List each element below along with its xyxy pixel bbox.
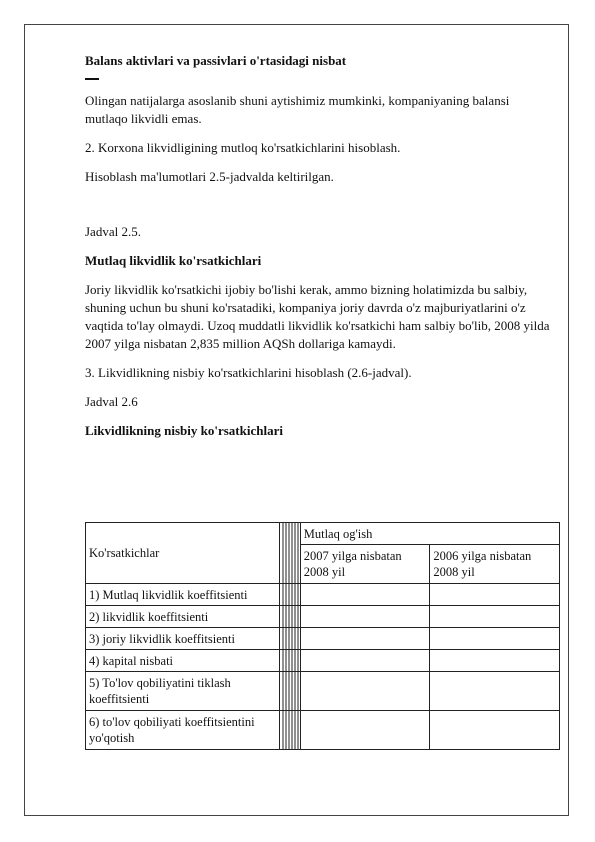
table-row — [86, 650, 560, 672]
cell-2008-vs-2006 — [430, 672, 560, 711]
cell-2008-vs-2007 — [300, 672, 430, 711]
heading-balance-ratio: Balans aktivlari va passivlari o'rtasidagi nisbat — [85, 53, 347, 68]
table-row — [86, 606, 560, 628]
cell-2008-vs-2006 — [430, 711, 560, 750]
cell-2008-vs-2007 — [300, 584, 430, 606]
row-label: 2) likvidlik koeffitsienti — [86, 606, 280, 628]
paragraph-step-2: 2. Korxona likvidligining mutloq ko'rsatkichlarini hisoblash. — [85, 140, 401, 155]
row-label: 4) kapital nisbati — [86, 650, 280, 672]
table-2-5-caption: Jadval 2.5. — [85, 224, 141, 239]
row-label: 5) To'lov qobiliyatini tiklash koeffitsienti — [86, 672, 280, 711]
table-header-row — [86, 523, 560, 545]
cell-2008-vs-2006 — [430, 584, 560, 606]
header-indicators: Ko'rsatkichlar — [86, 523, 280, 584]
cell-2008-vs-2007 — [300, 650, 430, 672]
table-2-6-caption: Jadval 2.6 — [85, 394, 138, 409]
relative-liquidity-table — [85, 522, 560, 750]
table-row — [86, 672, 560, 711]
document-body — [85, 52, 551, 440]
cell-2008-vs-2006 — [430, 628, 560, 650]
cell-2008-vs-2007 — [300, 606, 430, 628]
table-row — [86, 584, 560, 606]
row-label: 3) joriy likvidlik koeffitsienti — [86, 628, 280, 650]
table-2-5-title: Mutlaq likvidlik ko'rsatkichlari — [85, 253, 262, 268]
row-label: 6) to'lov qobiliyati koeffitsientini yo'qotish — [86, 711, 280, 750]
header-absolute-deviation: Mutlaq og'ish — [300, 523, 559, 545]
cell-2008-vs-2006 — [430, 650, 560, 672]
cell-2008-vs-2007 — [300, 628, 430, 650]
table-row — [86, 628, 560, 650]
table-row — [86, 711, 560, 750]
header-2008-vs-2006: 2006 yilga nisbatan 2008 yil — [430, 545, 560, 584]
paragraph-current-liquidity: Joriy likvidlik ko'rsatkichi ijobiy bo'lishi kerak, ammo bizning holatimizda bu salbiy, shuning uchun bu shuni ko'rsatadiki, kompaniya joriy davrda o'z majburiyatlarini o'z vaqtida to'lay olmaydi. Uzoq muddatli likvidlik ko'rsatkichi ham salbiy bo'lib, 2008 yilda 2007 yilga nisbatan 2,835 million AQSh dollariga kamaydi. — [85, 282, 550, 351]
table-2-6-title: Likvidlikning nisbiy ko'rsatkichlari — [85, 423, 283, 438]
header-2008-vs-2007: 2007 yilga nisbatan 2008 yil — [300, 545, 430, 584]
paragraph-data-source: Hisoblash ma'lumotlari 2.5-jadvalda keltirilgan. — [85, 169, 334, 184]
row-label: 1) Mutlaq likvidlik koeffitsienti — [86, 584, 280, 606]
cell-2008-vs-2007 — [300, 711, 430, 750]
column-separator — [280, 523, 301, 584]
cell-2008-vs-2006 — [430, 606, 560, 628]
paragraph-conclusion: Olingan natijalarga asoslanib shuni aytishimiz mumkinki, kompaniyaning balansi mutlaqo likvidli emas. — [85, 93, 510, 126]
paragraph-step-3: 3. Likvidlikning nisbiy ko'rsatkichlarini hisoblash (2.6-jadval). — [85, 365, 412, 380]
heading-underline — [85, 78, 99, 80]
